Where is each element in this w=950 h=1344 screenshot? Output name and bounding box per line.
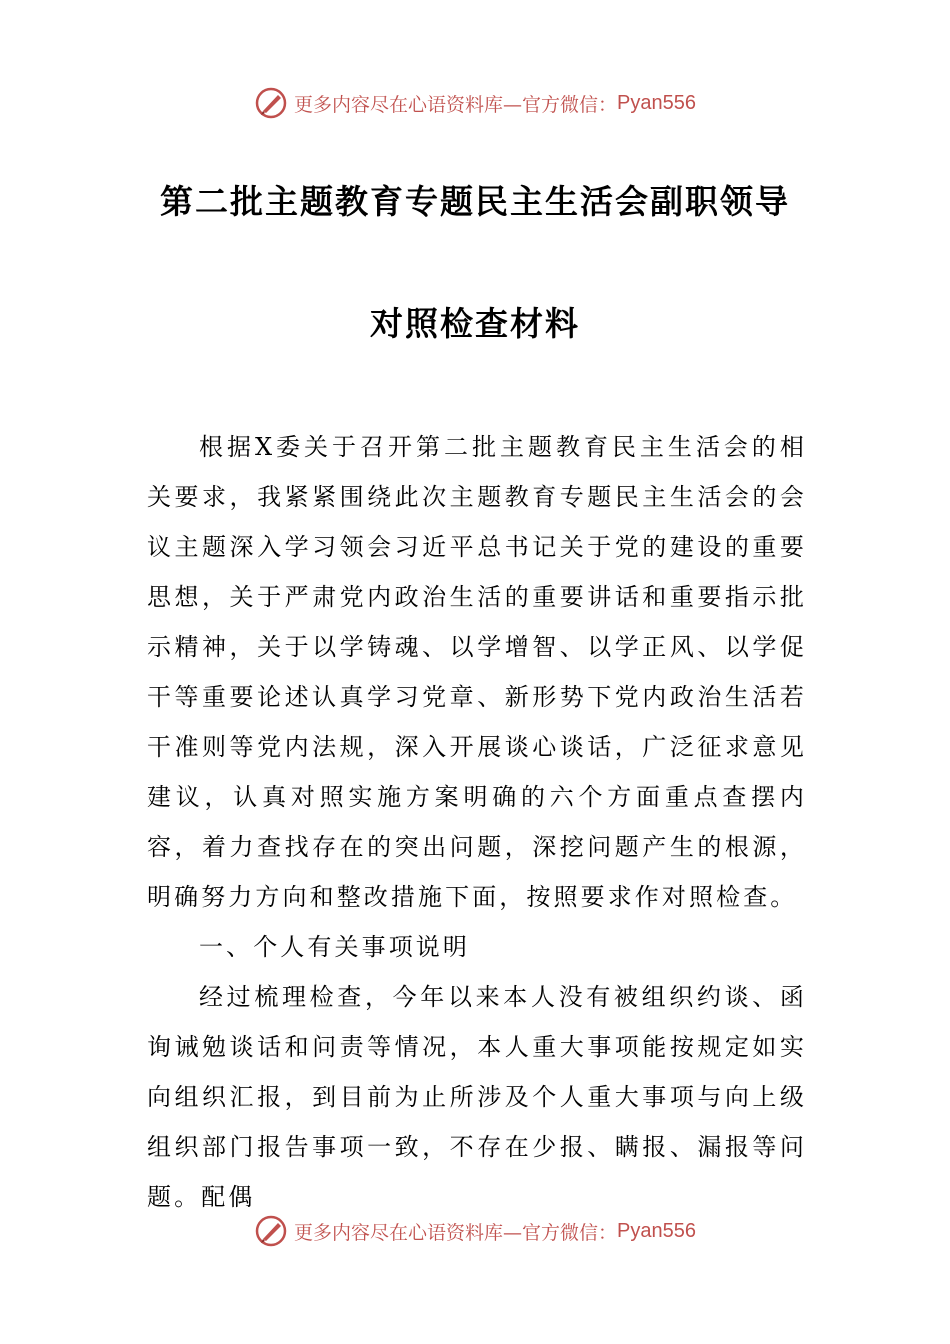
document-title-line1: 第二批主题教育专题民主生活会副职领导 bbox=[160, 182, 790, 221]
watermark-banner-bottom bbox=[0, 1211, 950, 1251]
pen-logo-icon bbox=[254, 1214, 288, 1248]
watermark-text: 更多内容尽在心语资料库—官方微信： bbox=[294, 1221, 618, 1244]
watermark-text: 更多内容尽在心语资料库—官方微信： bbox=[294, 93, 618, 116]
document-title-line2: 对照检查材料 bbox=[370, 304, 580, 343]
pen-logo-icon bbox=[254, 86, 288, 120]
section-heading-1: 一、个人有关事项说明 bbox=[199, 933, 470, 961]
body-paragraph-2: 经过梳理检查，今年以来本人没有被组织约谈、函询诫勉谈话和问责等情况，本人重大事项能按规定如实向组织汇报，到目前为止所涉及个人重大事项与向上级组织部门报告事项一致，不存在少报、瞒报、漏报等问题。配偶 bbox=[147, 983, 807, 1211]
wechat-id: Pyan556 bbox=[617, 1219, 696, 1242]
body-paragraph-1: 根据X委关于召开第二批主题教育民主生活会的相关要求，我紧紧围绕此次主题教育专题民主生活会的会议主题深入学习领会习近平总书记关于党的建设的重要思想，关于严肃党内政治生活的重要讲话和重要指示批示精神，关于以学铸魂、以学增智、以学正风、以学促干等重要论述认真学习党章、新形势下党内政治生活若干准则等党内法规，深入开展谈心谈话，广泛征求意见建议，认真对照实施方案明确的六个方面重点查摆内容，着力查找存在的突出问题，深挖问题产生的根源，明确努力方向和整改措施下面，按照要求作对照检查。 bbox=[147, 433, 807, 911]
watermark-banner-top bbox=[0, 83, 950, 123]
wechat-id: Pyan556 bbox=[617, 91, 696, 114]
